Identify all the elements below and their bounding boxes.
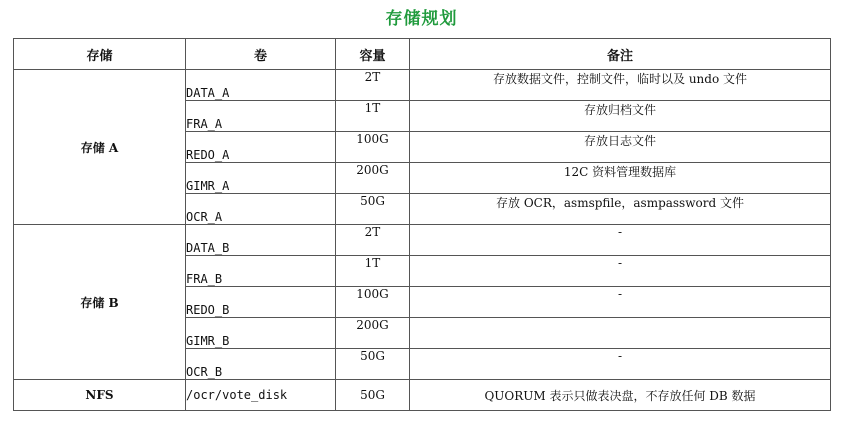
note-cell: QUORUM 表示只做表决盘，不存放任何 DB 数据 [410, 380, 831, 411]
capacity-cell: 2T [336, 225, 410, 256]
note-cell: - [410, 256, 831, 287]
capacity-cell: 100G [336, 287, 410, 318]
capacity-cell: 50G [336, 194, 410, 225]
group-label-storage-b: 存储 B [14, 225, 186, 380]
note-cell: 存放归档文件 [410, 101, 831, 132]
capacity-cell: 50G [336, 349, 410, 380]
volume-cell: FRA_A [186, 101, 336, 132]
volume-cell: FRA_B [186, 256, 336, 287]
note-cell: 存放数据文件，控制文件，临时以及 undo 文件 [410, 70, 831, 101]
note-cell: - [410, 349, 831, 380]
volume-cell: OCR_A [186, 194, 336, 225]
volume-cell: DATA_A [186, 70, 336, 101]
capacity-cell: 1T [336, 101, 410, 132]
note-cell: 12C 资料管理数据库 [410, 163, 831, 194]
capacity-cell: 200G [336, 318, 410, 349]
storage-plan-table [13, 38, 831, 411]
header-capacity: 容量 [336, 39, 410, 70]
header-volume: 卷 [186, 39, 336, 70]
volume-cell: GIMR_A [186, 163, 336, 194]
table-header-row [14, 39, 831, 70]
volume-cell: GIMR_B [186, 318, 336, 349]
volume-cell: REDO_B [186, 287, 336, 318]
note-cell: - [410, 287, 831, 318]
header-storage: 存储 [14, 39, 186, 70]
table-row [14, 225, 831, 256]
capacity-cell: 100G [336, 132, 410, 163]
capacity-cell: 200G [336, 163, 410, 194]
volume-cell: /ocr/vote_disk [186, 380, 336, 411]
capacity-cell: 1T [336, 256, 410, 287]
note-cell: - [410, 225, 831, 256]
capacity-cell: 2T [336, 70, 410, 101]
group-label-nfs: NFS [14, 380, 186, 411]
note-cell: 存放 OCR，asmspfile，asmpassword 文件 [410, 194, 831, 225]
table-row [14, 70, 831, 101]
note-cell: 存放日志文件 [410, 132, 831, 163]
page-title: 存储规划 [385, 9, 458, 29]
header-note: 备注 [410, 39, 831, 70]
volume-cell: OCR_B [186, 349, 336, 380]
volume-cell: REDO_A [186, 132, 336, 163]
note-cell [410, 318, 831, 349]
volume-cell: DATA_B [186, 225, 336, 256]
group-label-storage-a: 存储 A [14, 70, 186, 225]
table-row [14, 380, 831, 411]
capacity-cell: 50G [336, 380, 410, 411]
